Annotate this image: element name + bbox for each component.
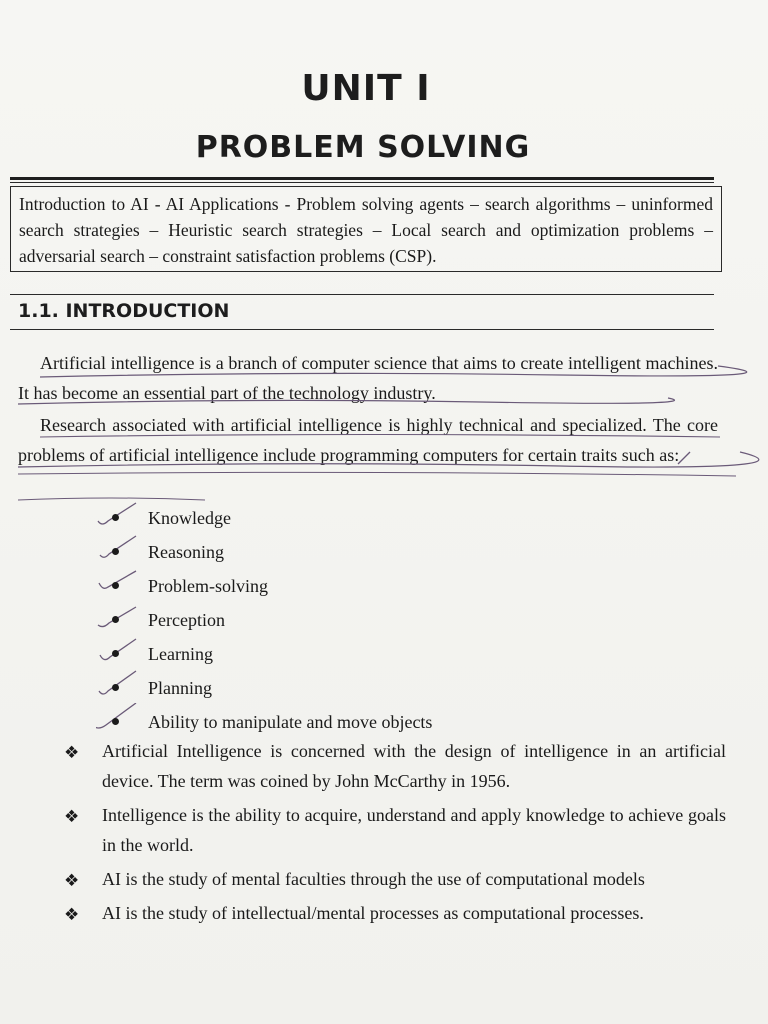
- bullet-dot-icon: [112, 514, 119, 521]
- list-item: [60, 800, 726, 860]
- intro-paragraph: [18, 348, 718, 408]
- traits-list: [100, 503, 432, 741]
- bullet-dot-icon: [112, 582, 119, 589]
- title-rule-thick: [10, 177, 714, 180]
- bullet-dot-icon: [112, 650, 119, 657]
- pen-tick-icon: [96, 567, 140, 597]
- title-rule-thin: [10, 182, 714, 183]
- trait-label: Problem-solving: [148, 576, 268, 596]
- point-text: Intelligence is the ability to acquire, understand and apply knowledge to achieve goals in the world.: [102, 805, 726, 855]
- point-text: Artificial Intelligence is concerned with the design of intelligence in an artificial device. The term was coined by John McCarthy in 1956.: [102, 741, 726, 791]
- trait-label: Reasoning: [148, 542, 224, 562]
- pen-tick-icon: [96, 601, 140, 631]
- syllabus-box: [10, 186, 722, 272]
- pen-tick-icon: [96, 499, 140, 529]
- point-text: AI is the study of intellectual/mental processes as computational processes.: [102, 903, 644, 923]
- trait-label: Ability to manipulate and move objects: [148, 712, 433, 732]
- bullet-dot-icon: [112, 548, 119, 555]
- list-item: [60, 898, 726, 928]
- list-item: [100, 537, 432, 571]
- list-item: [100, 605, 432, 639]
- pen-tick-icon: [96, 635, 140, 665]
- points-list: [60, 736, 726, 932]
- trait-label: Planning: [148, 678, 213, 698]
- syllabus-text: Introduction to AI - AI Applications - Problem solving agents – search algorithms – uninformed search strategies – Heuristic search strategies – Local search and optimization problems – adversarial search – constraint satisfaction problems (CSP).: [19, 194, 713, 266]
- four-diamond-icon: ❖: [64, 871, 80, 891]
- section-heading: 1.1. INTRODUCTION: [18, 300, 230, 322]
- research-paragraph: [18, 410, 718, 470]
- trait-label: Perception: [148, 610, 225, 630]
- bullet-dot-icon: [112, 616, 119, 623]
- section-rule-bottom: [10, 329, 714, 330]
- intro-paragraph-text: Artificial intelligence is a branch of computer science that aims to create intelligent machines. It has become an essential part of the technology industry.: [18, 353, 718, 403]
- four-diamond-icon: ❖: [64, 807, 80, 827]
- chapter-title: PROBLEM SOLVING: [195, 130, 531, 165]
- list-item: [100, 673, 432, 707]
- trait-label: Knowledge: [148, 508, 231, 528]
- four-diamond-icon: ❖: [64, 743, 80, 763]
- list-item: [100, 503, 432, 537]
- section-rule-top: [10, 294, 714, 295]
- unit-title: UNIT I: [301, 68, 431, 109]
- point-text: AI is the study of mental faculties through the use of computational models: [102, 869, 645, 889]
- list-item: [100, 639, 432, 673]
- pen-tick-icon: [96, 669, 140, 699]
- research-paragraph-text: Research associated with artificial intelligence is highly technical and specialized. The core problems of artificial intelligence include programming computers for certain traits such as:: [18, 415, 718, 465]
- bullet-dot-icon: [112, 684, 119, 691]
- list-item: [60, 736, 726, 796]
- trait-label: Learning: [148, 644, 213, 664]
- pen-tick-icon: [96, 703, 140, 733]
- list-item: [100, 571, 432, 605]
- bullet-dot-icon: [112, 718, 119, 725]
- pen-tick-icon: [96, 533, 140, 563]
- list-item: [60, 864, 726, 894]
- four-diamond-icon: ❖: [64, 905, 80, 925]
